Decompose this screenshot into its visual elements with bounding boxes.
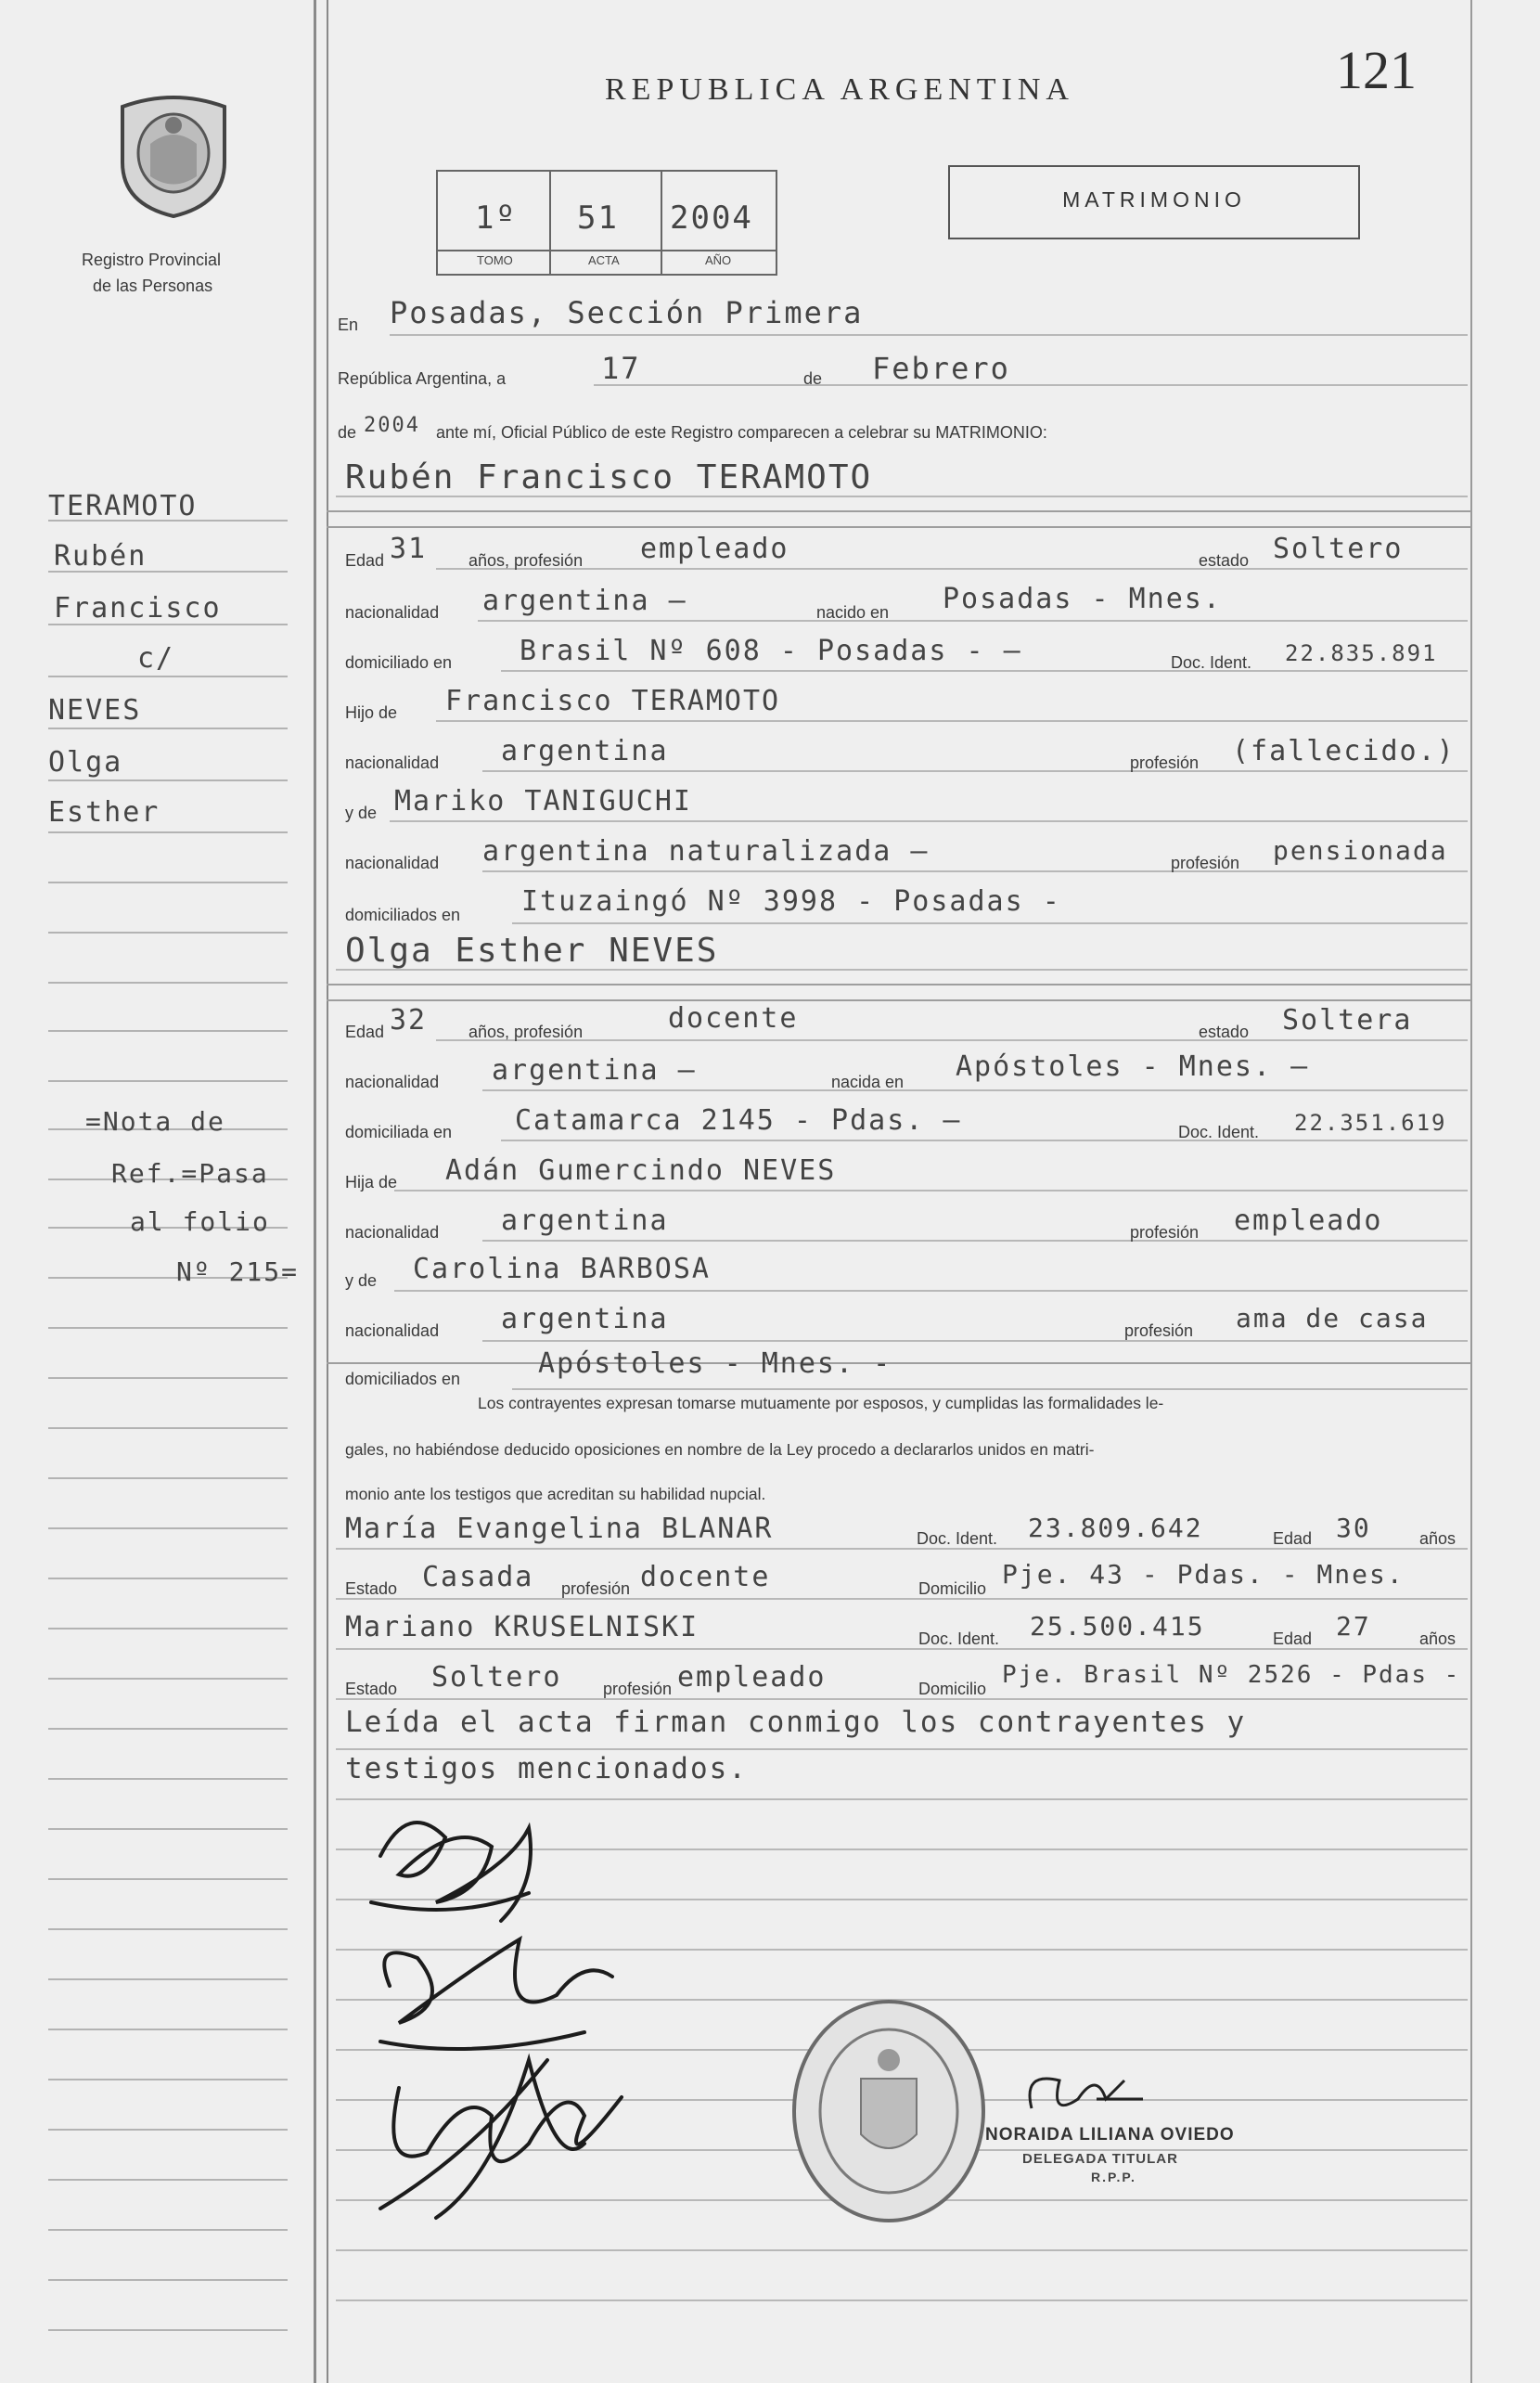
witness-1-dom-label: Domicilio	[918, 1579, 987, 1598]
section-separator	[327, 984, 1471, 985]
closing-line-2: testigos mencionados.	[345, 1752, 748, 1785]
bride-nationality: argentina —	[492, 1054, 697, 1087]
witness-1-estado-label: Estado	[345, 1579, 398, 1598]
left-margin-rule	[314, 0, 316, 2383]
margin-name-2: Francisco	[54, 592, 222, 625]
margin-note-line-3: al folio	[130, 1206, 270, 1237]
tomo-value: 1º	[475, 200, 517, 237]
inner-margin-rule	[327, 0, 328, 2383]
margin-note-line-1: =Nota de	[85, 1106, 225, 1137]
witness-1-prof-label: profesión	[561, 1579, 631, 1598]
witness-2-estado: Soltero	[431, 1661, 562, 1694]
groom-y-de-label: y de	[345, 804, 378, 822]
groom-parents-address: Ituzaingó Nº 3998 - Posadas -	[521, 885, 1061, 918]
groom-age: 31	[390, 533, 428, 565]
groom-nacionalidad-label: nacionalidad	[345, 603, 440, 622]
closing-line-1: Leída el acta firman conmigo los contrayentes y	[345, 1706, 1247, 1739]
witness-1-anos-label: años	[1419, 1529, 1457, 1548]
section-separator	[327, 526, 1471, 528]
groom-mother: Mariko TANIGUCHI	[394, 785, 692, 818]
witness-1-age: 30	[1336, 1513, 1371, 1543]
bride-y-de-label: y de	[345, 1271, 378, 1290]
official-seal-icon	[787, 1995, 991, 2227]
witness-2-address: Pje. Brasil Nº 2526 - Pdas -	[1002, 1661, 1461, 1689]
en-label: En	[338, 316, 359, 334]
bride-profession: docente	[668, 1002, 799, 1035]
groom-mother-nat-label: nacionalidad	[345, 854, 440, 872]
witness-1-estado: Casada	[422, 1561, 534, 1593]
witness-2-dom-label: Domicilio	[918, 1680, 987, 1698]
witness-2-profession: empleado	[677, 1661, 827, 1694]
groom-mother-nationality: argentina naturalizada —	[482, 835, 930, 868]
witness-2-edad-label: Edad	[1273, 1629, 1313, 1648]
groom-nacido-label: nacido en	[816, 603, 890, 622]
year-value: 2004	[364, 414, 420, 437]
right-margin-rule	[1470, 0, 1472, 2383]
groom-mother-profession: pensionada	[1273, 835, 1448, 866]
registry-name-line-1: Registro Provincial	[82, 251, 222, 269]
bride-nacida-label: nacida en	[831, 1073, 905, 1091]
witness-2-estado-label: Estado	[345, 1680, 398, 1698]
groom-mother-prof-label: profesión	[1171, 854, 1240, 872]
margin-conjunction: c/	[137, 642, 175, 675]
act-type-label: MATRIMONIO	[1062, 187, 1246, 212]
record-number-box	[436, 170, 777, 276]
witness-2-doc-label: Doc. Ident.	[918, 1629, 1000, 1648]
groom-nationality: argentina —	[482, 585, 687, 617]
bride-estado: Soltera	[1282, 1004, 1413, 1037]
groom-parents-dom-label: domiciliados en	[345, 906, 461, 924]
witness-2-prof-label: profesión	[603, 1680, 673, 1698]
day-value: 17	[601, 351, 641, 386]
bride-nacionalidad-label: nacionalidad	[345, 1073, 440, 1091]
groom-father-nationality: argentina	[501, 735, 669, 767]
official-signature-icon	[1013, 2062, 1152, 2127]
witness-1-edad-label: Edad	[1273, 1529, 1313, 1548]
bride-father: Adán Gumercindo NEVES	[445, 1154, 837, 1187]
bride-father-nationality: argentina	[501, 1204, 669, 1237]
groom-hijo-label: Hijo de	[345, 703, 398, 722]
groom-father-profession: (fallecido.)	[1232, 735, 1456, 767]
section-separator	[327, 510, 1471, 512]
signature-scribbles-icon	[343, 1782, 659, 2274]
official-name: NORAIDA LILIANA OVIEDO	[985, 2125, 1235, 2145]
bride-birthplace: Apóstoles - Mnes. —	[956, 1050, 1310, 1083]
witness-1-profession: docente	[640, 1561, 771, 1593]
groom-doc: 22.835.891	[1285, 640, 1438, 666]
section-separator	[327, 1362, 1471, 1364]
bride-hija-label: Hija de	[345, 1173, 398, 1192]
bride-address: Catamarca 2145 - Pdas. —	[515, 1104, 962, 1137]
bride-age: 32	[390, 1004, 428, 1037]
act-type-box	[948, 165, 1360, 239]
margin-note-line-2: Ref.=Pasa	[111, 1158, 269, 1189]
bride-doc-label: Doc. Ident.	[1178, 1123, 1260, 1141]
bride-mother-nationality: argentina	[501, 1303, 669, 1335]
bride-father-prof-label: profesión	[1130, 1223, 1200, 1242]
anio-value: 2004	[670, 200, 753, 237]
groom-edad-label: Edad	[345, 551, 385, 570]
groom-profession: empleado	[640, 533, 789, 565]
de-label: de	[803, 369, 823, 388]
tomo-label: TOMO	[477, 253, 513, 267]
bride-profesion-label: años, profesión	[468, 1023, 584, 1041]
margin-name-1: Rubén	[54, 540, 148, 573]
witness-1-doc-label: Doc. Ident.	[917, 1529, 998, 1548]
acta-label: ACTA	[588, 253, 620, 267]
republica-label: República Argentina, a	[338, 369, 507, 388]
bride-parents-dom-label: domiciliados en	[345, 1370, 461, 1388]
declaration-line-2: gales, no habiéndose deducido oposiciones en nombre de la Ley procedo a declararlos unidos en matri-	[345, 1440, 1095, 1459]
declaration-line-3: monio ante los testigos que acreditan su habilidad nupcial.	[345, 1485, 766, 1503]
bride-estado-label: estado	[1199, 1023, 1250, 1041]
witness-2-anos-label: años	[1419, 1629, 1457, 1648]
place-value: Posadas, Sección Primera	[390, 295, 864, 330]
country-title: REPUBLICA ARGENTINA	[605, 72, 1074, 107]
margin-name-5: Esther	[48, 796, 160, 829]
anio-label: AÑO	[705, 253, 732, 267]
acta-value: 51	[577, 200, 619, 237]
groom-profesion-label: años, profesión	[468, 551, 584, 570]
bride-mother-profession: ama de casa	[1236, 1303, 1429, 1333]
bride-full-name: Olga Esther NEVES	[345, 932, 719, 970]
witness-2-name: Mariano KRUSELNISKI	[345, 1611, 699, 1643]
bride-mother: Carolina BARBOSA	[413, 1253, 711, 1285]
bride-doc: 22.351.619	[1294, 1110, 1447, 1136]
witness-2-doc: 25.500.415	[1030, 1611, 1205, 1642]
groom-estado: Soltero	[1273, 533, 1404, 565]
bride-edad-label: Edad	[345, 1023, 385, 1041]
groom-estado-label: estado	[1199, 551, 1250, 570]
official-office: R.P.P.	[1091, 2170, 1136, 2184]
province-emblem-icon	[113, 88, 234, 218]
groom-father-nat-label: nacionalidad	[345, 754, 440, 772]
bride-parents-address: Apóstoles - Mnes. -	[538, 1347, 892, 1380]
registry-name-line-2: de las Personas	[93, 277, 213, 295]
witness-1-doc: 23.809.642	[1028, 1513, 1203, 1543]
groom-father: Francisco TERAMOTO	[445, 685, 781, 717]
margin-name-3: NEVES	[48, 694, 142, 727]
margin-name-4: Olga	[48, 746, 123, 779]
bride-father-nat-label: nacionalidad	[345, 1223, 440, 1242]
groom-doc-label: Doc. Ident.	[1171, 653, 1252, 672]
folio-number: 121	[1336, 40, 1417, 100]
margin-note-line-4: Nº 215=	[176, 1256, 300, 1287]
bride-father-profession: empleado	[1234, 1204, 1383, 1237]
section-separator	[327, 999, 1471, 1001]
margin-surname: TERAMOTO	[48, 490, 198, 522]
groom-address: Brasil Nº 608 - Posadas - —	[520, 635, 1022, 667]
witness-1-address: Pje. 43 - Pdas. - Mnes.	[1002, 1559, 1405, 1590]
groom-birthplace: Posadas - Mnes.	[943, 583, 1222, 615]
witness-1-name: María Evangelina BLANAR	[345, 1513, 774, 1545]
month-value: Febrero	[872, 351, 1010, 386]
intro-text: ante mí, Oficial Público de este Registro comparecen a celebrar su MATRIMONIO:	[436, 423, 1047, 442]
groom-full-name: Rubén Francisco TERAMOTO	[345, 458, 873, 496]
official-title: DELEGADA TITULAR	[1022, 2151, 1178, 2167]
declaration-line-1: Los contrayentes expresan tomarse mutuamente por esposos, y cumplidas las formalidades le-	[478, 1394, 1164, 1412]
bride-domiciliada-label: domiciliada en	[345, 1123, 453, 1141]
bride-mother-nat-label: nacionalidad	[345, 1321, 440, 1340]
groom-father-prof-label: profesión	[1130, 754, 1200, 772]
groom-domiciliado-label: domiciliado en	[345, 653, 453, 672]
bride-mother-prof-label: profesión	[1124, 1321, 1194, 1340]
year-prefix: de	[338, 423, 357, 442]
witness-2-age: 27	[1336, 1611, 1371, 1642]
